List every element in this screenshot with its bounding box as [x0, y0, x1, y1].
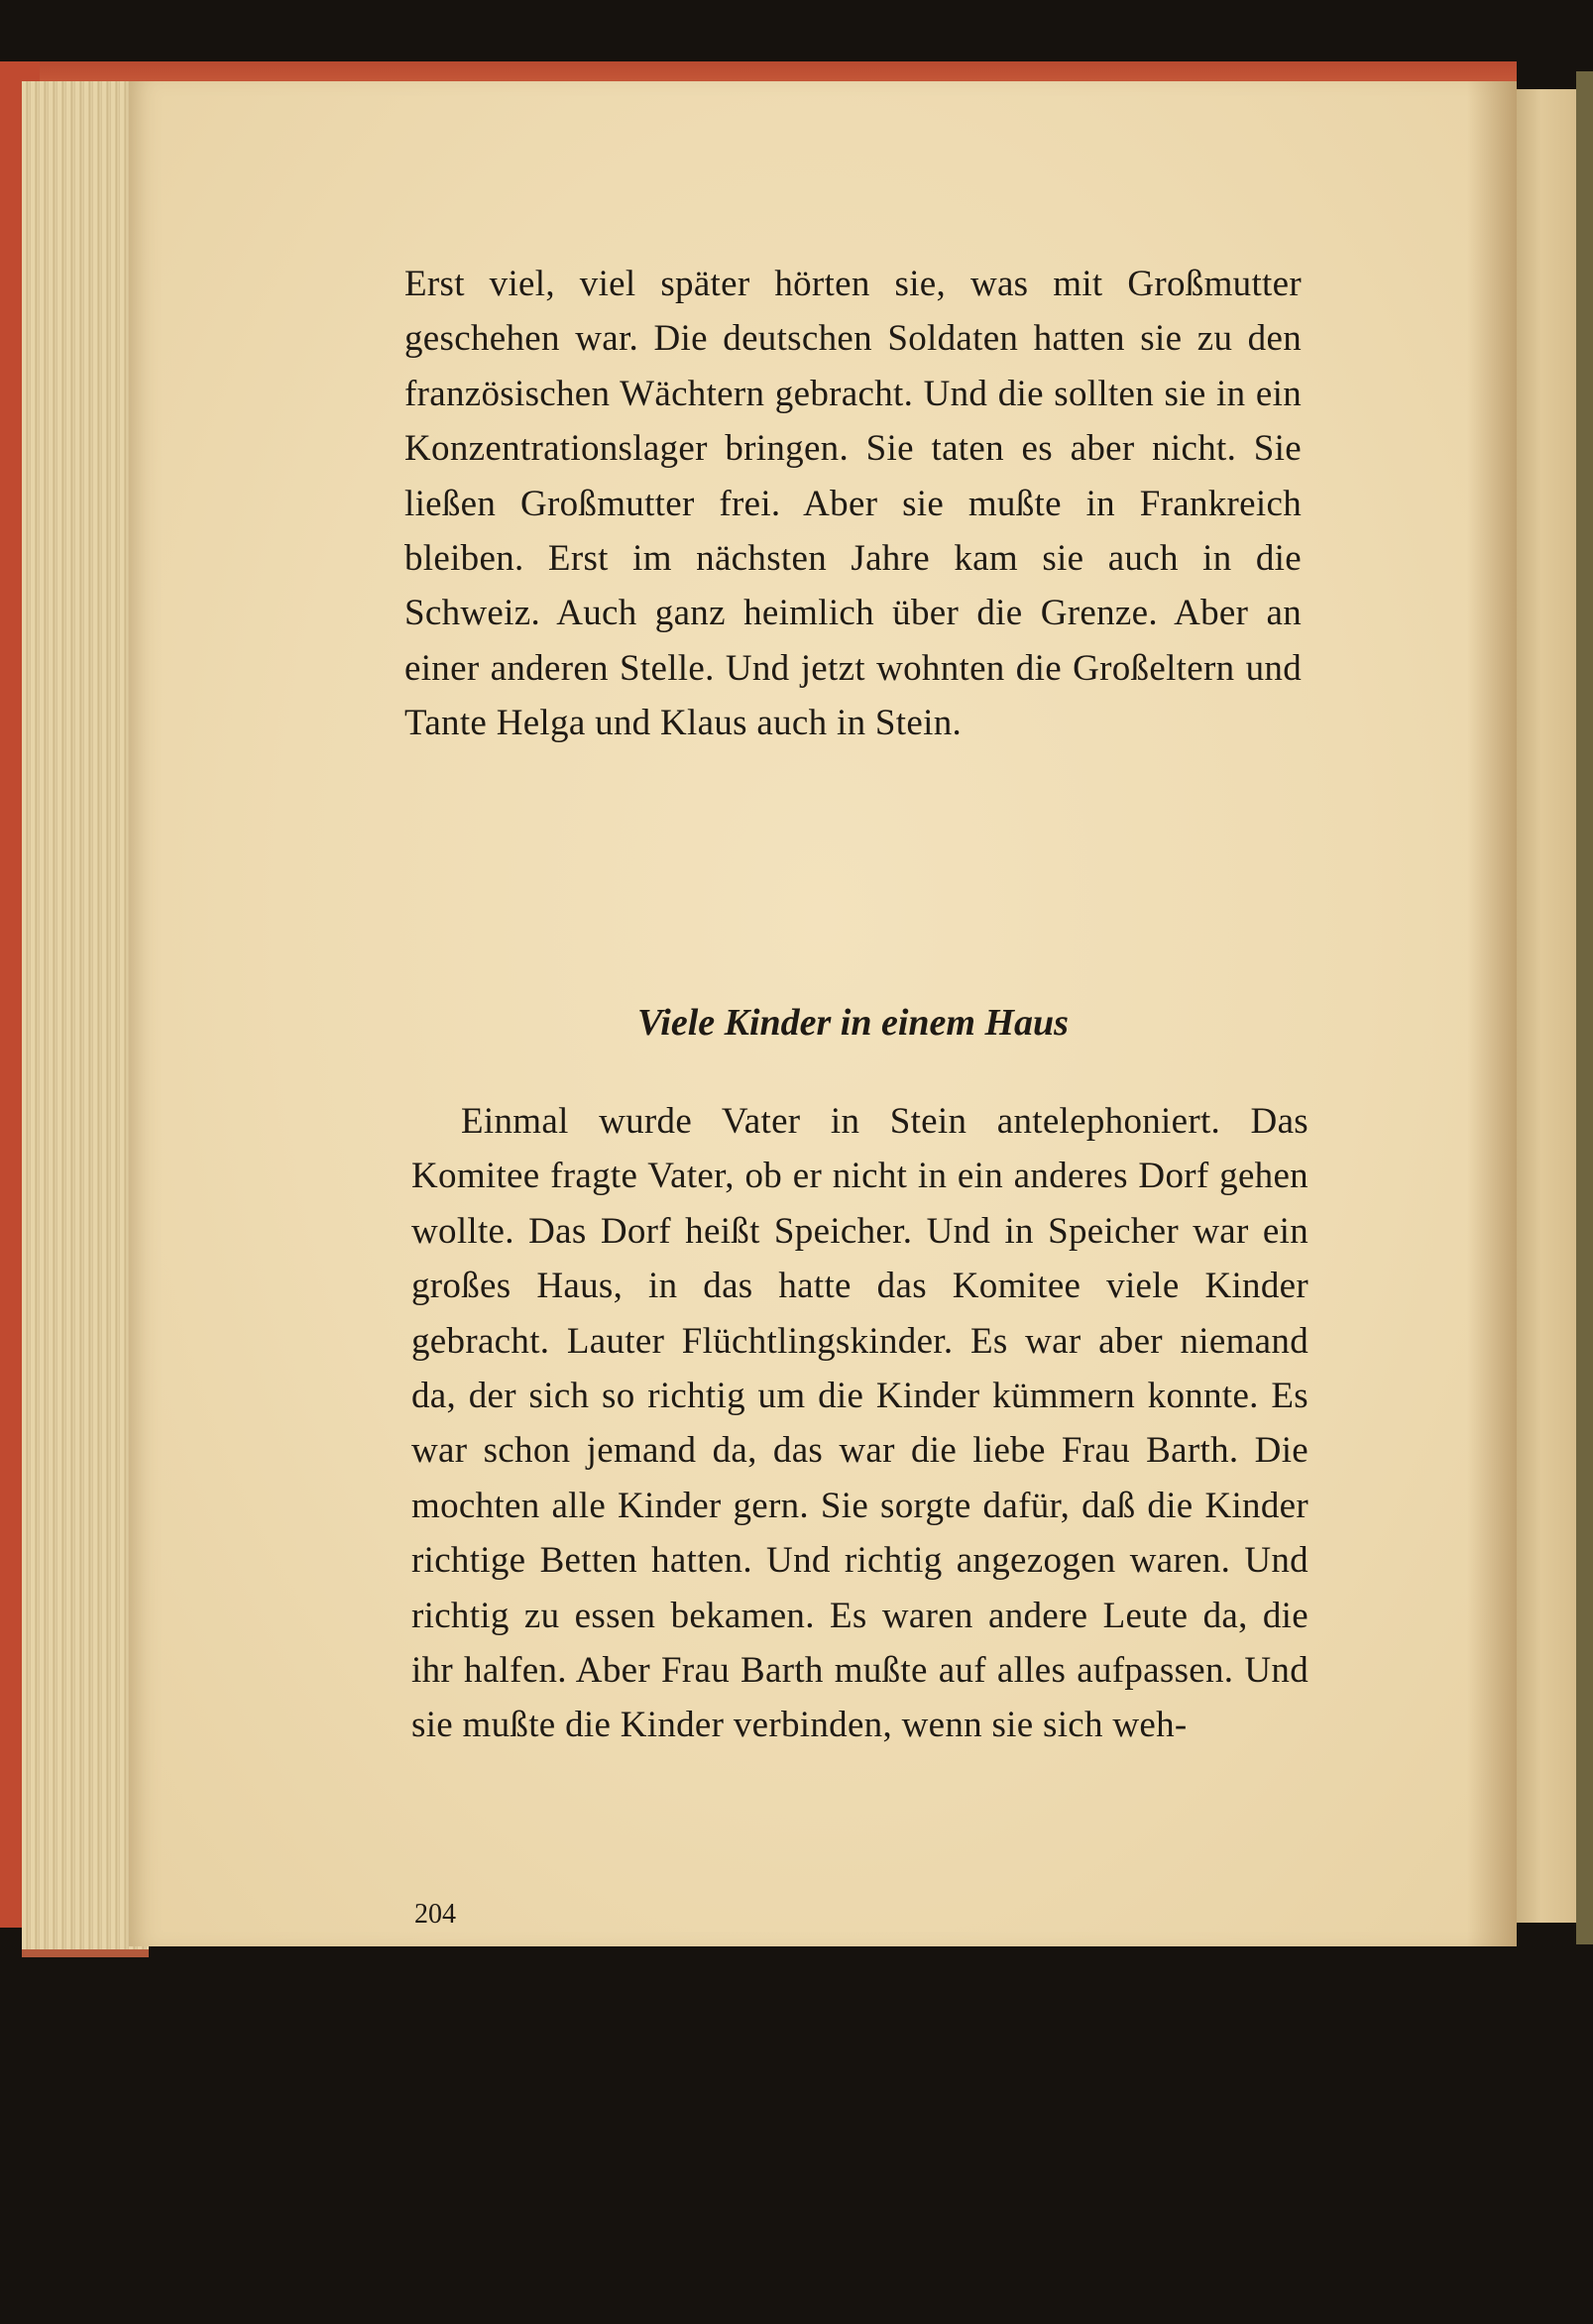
body-paragraph-2: Einmal wurde Vater in Stein antelephoniert. Das Komitee fragte Vater, ob er nicht in ein anderes Dorf gehen wollte. Das Dorf heißt Speicher. Und in Speicher war ein großes Haus, in das hatte das Komitee viele Kinder gebracht. Lauter Flüchtlingskinder. Es war aber niemand da, der sich so richtig um die Kinder kümmern konnte. Es war schon jemand da, das war die liebe Frau Barth. Die mochten alle Kinder gern. Sie sorgte dafür, daß die Kinder richtige Betten hatten. Und richtig angezogen waren. Und richtig zu essen bekamen. Es waren andere Leute da, die ihr halfen. Aber Frau Barth mußte auf alles aufpassen. Und sie mußte die Kinder verbinden, wenn sie sich weh-: [411, 1101, 1309, 1746]
facing-cover-edge: [1576, 71, 1593, 1944]
page-number: 204: [414, 1899, 456, 1930]
chapter-heading: Viele Kinder in einem Haus: [637, 1002, 1069, 1044]
facing-page-edge: [1517, 89, 1578, 1923]
book-gutter: [1467, 81, 1517, 1946]
body-paragraph-1: Erst viel, viel später hörten sie, was mit Großmutter geschehen war. Die deutschen Soldaten hatten sie zu den französischen Wächtern gebracht. Und die sollten sie in ein Konzentrationslager bringen. Sie taten es aber nicht. Sie ließen Großmutter frei. Aber sie mußte in Frankreich bleiben. Erst im nächsten Jahre kam sie auch in die Schweiz. Auch ganz heimlich über die Grenze. Aber an einer anderen Stelle. Und jetzt wohnten die Großeltern und Tante Helga und Klaus auch in Stein.: [404, 264, 1302, 744]
